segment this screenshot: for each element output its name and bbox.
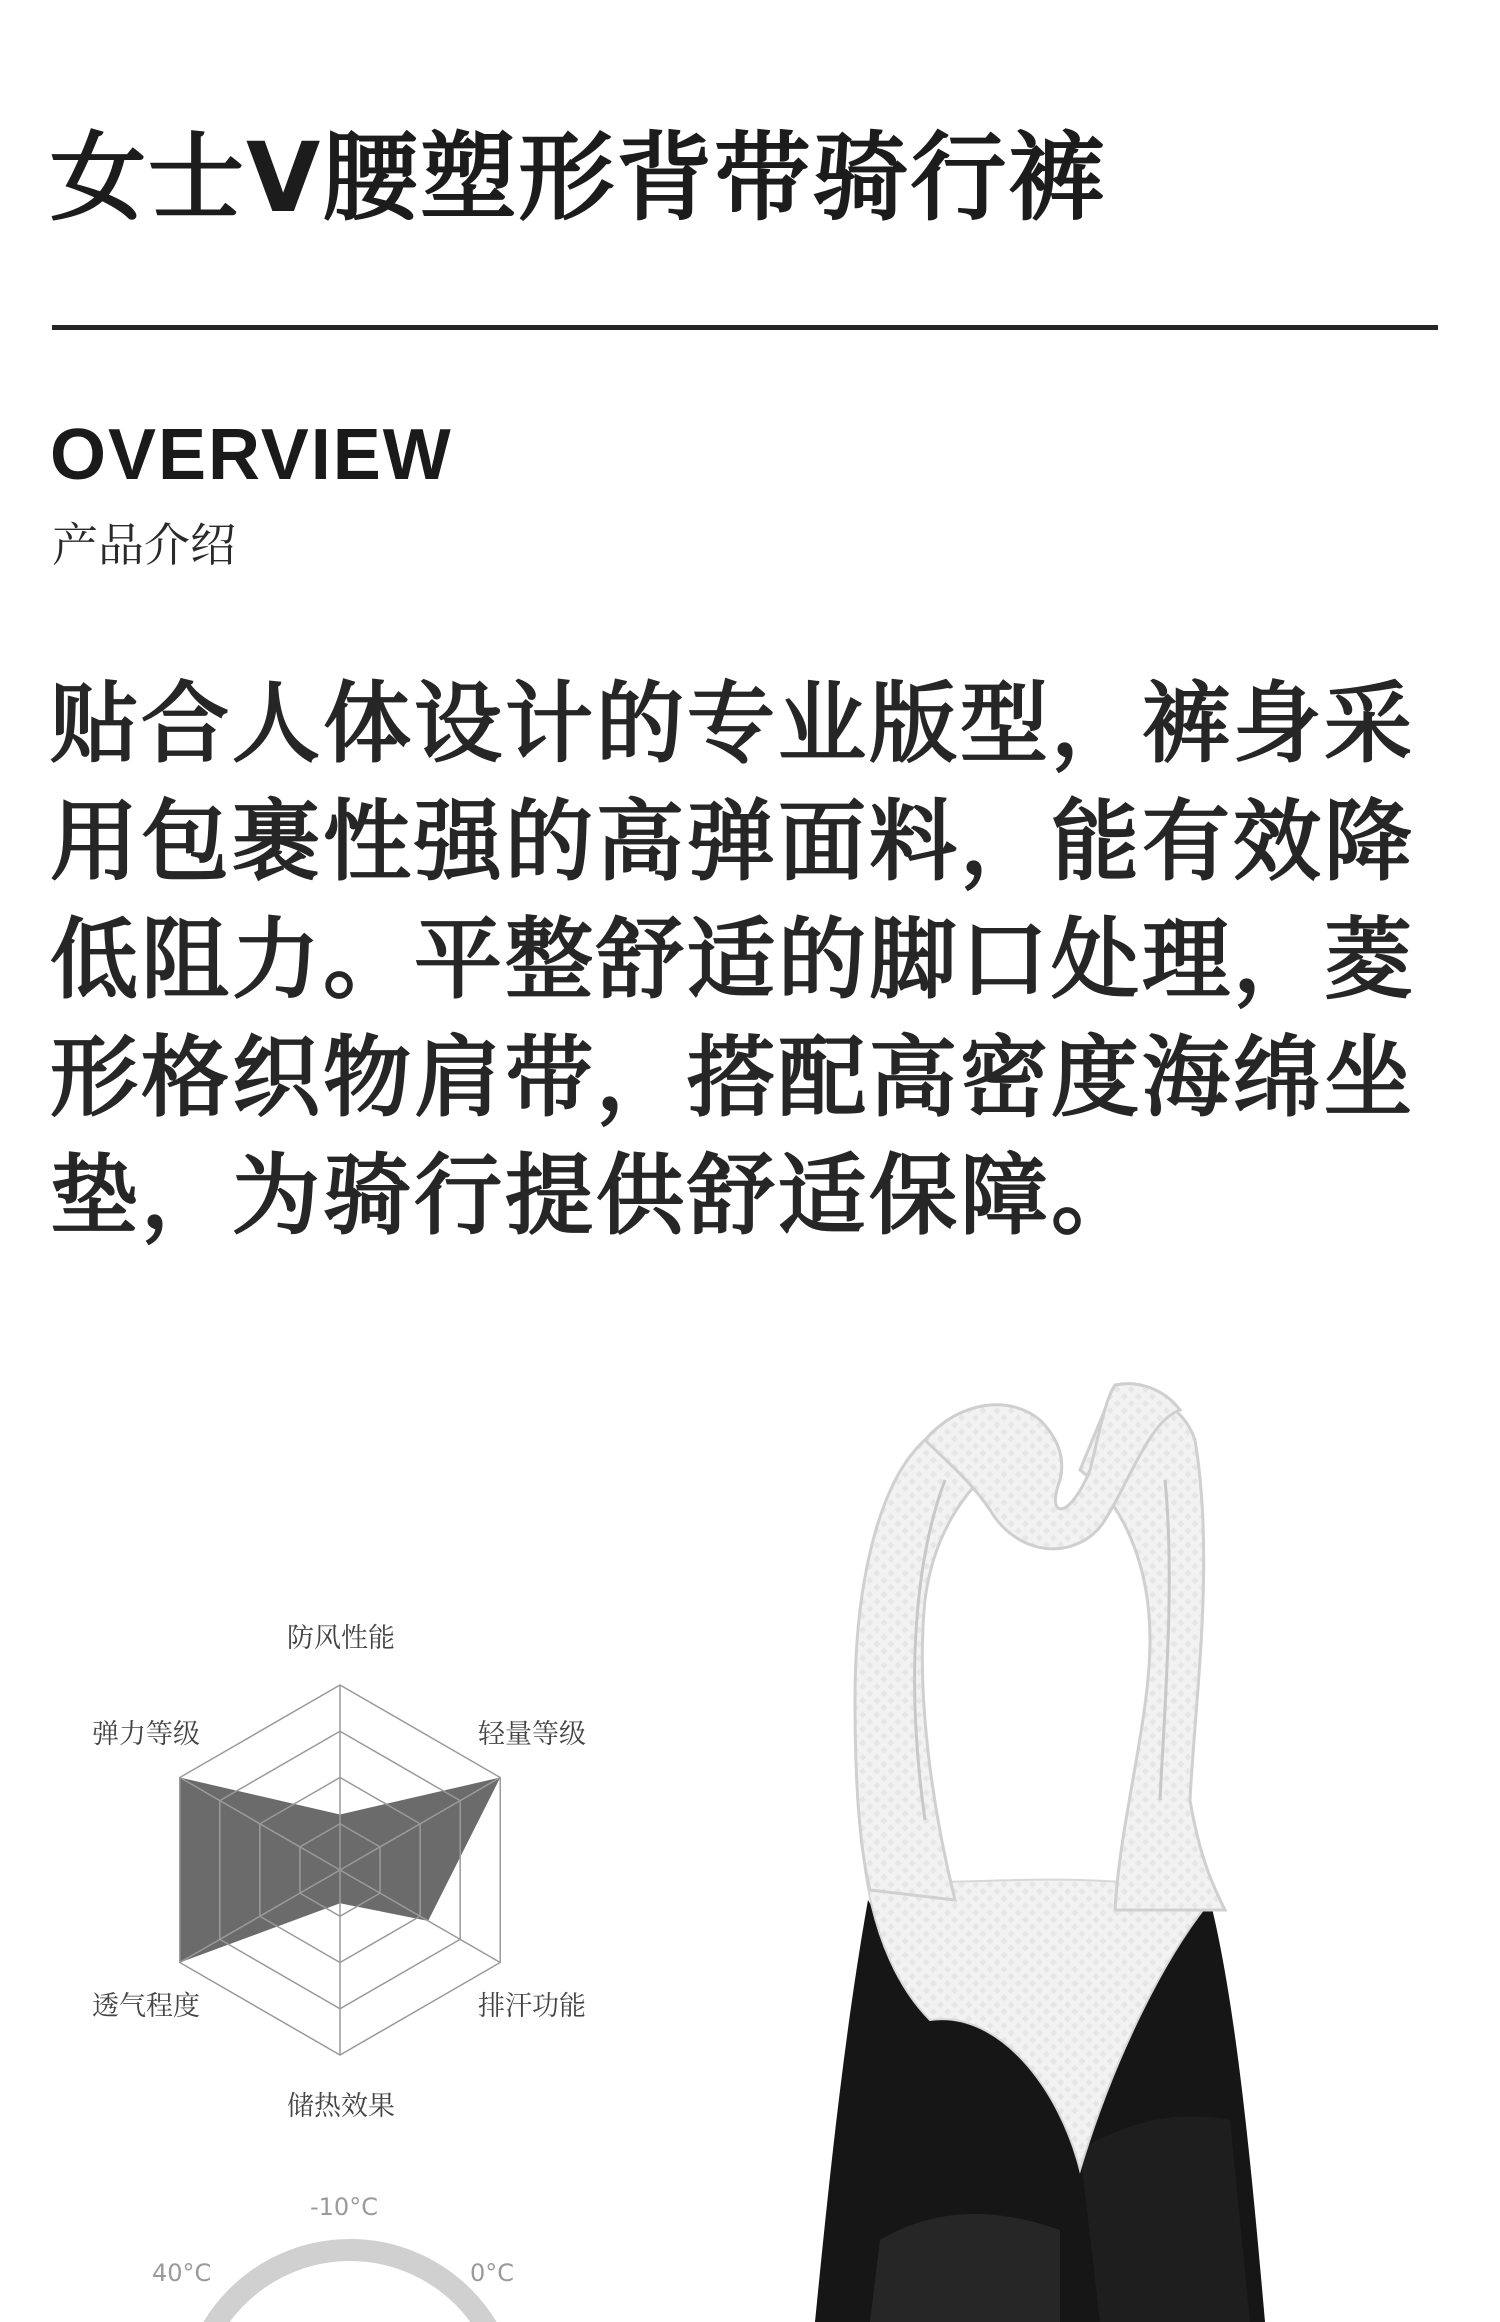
description-line: 形格织物肩带，搭配高密度海绵坐: [50, 1026, 1416, 1129]
performance-radar-chart: [60, 1590, 620, 2150]
product-description: [50, 665, 1450, 1255]
title-divider: [52, 325, 1438, 330]
radar-axis-label: 弹力等级: [92, 1719, 200, 1750]
radar-axis-label: 防风性能: [287, 1623, 395, 1654]
temperature-range-gauge: [130, 2170, 570, 2322]
radar-chart-svg: [60, 1590, 620, 2150]
overview-heading: OVERVIEW: [50, 415, 453, 495]
temperature-label: 0°C: [470, 2259, 515, 2287]
overview-subheading: 产品介绍: [52, 518, 236, 572]
radar-axis-label: 储热效果: [287, 2091, 395, 2122]
radar-axis-label: 排汗功能: [478, 1991, 586, 2022]
page-title: 女士V腰塑形背带骑行裤: [50, 122, 1107, 234]
description-line: 低阻力。平整舒适的脚口处理，菱: [50, 908, 1416, 1011]
temperature-label: -10°C: [310, 2193, 378, 2221]
description-line: 用包裹性强的高弹面料，能有效降: [50, 790, 1416, 893]
description-line: 垫，为骑行提供舒适保障。: [50, 1144, 1143, 1247]
temperature-label: 40°C: [152, 2259, 212, 2287]
description-line: 贴合人体设计的专业版型，裤身采: [50, 672, 1416, 775]
radar-axis-label: 轻量等级: [478, 1719, 586, 1750]
radar-axis-label: 透气程度: [92, 1991, 200, 2022]
